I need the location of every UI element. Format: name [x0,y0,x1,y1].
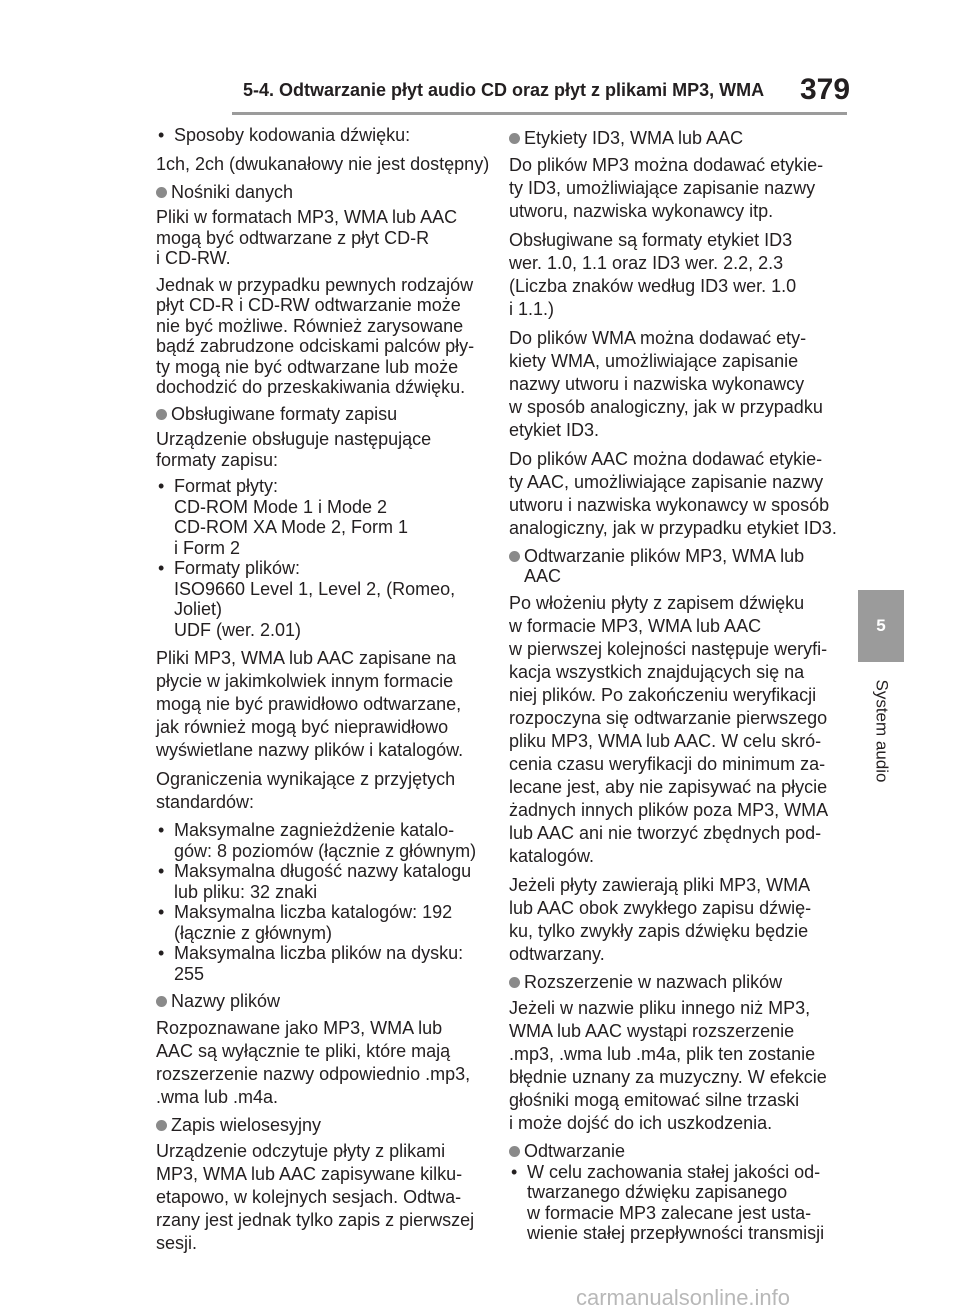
tags-paragraph-2 [509,229,839,321]
text-line: • W celu zachowania stałej jakości od- [527,1161,821,1182]
text-line: i 1.1.) [509,298,555,319]
text-line: .mp3, .wma lub .m4a, plik ten zostanie [509,1044,816,1064]
text-line: formaty zapisu: [156,449,279,470]
list-item-text: • Sposoby kodowania dźwięku: [174,125,411,145]
bullet-dot-icon [509,133,520,144]
formats-heading [156,404,498,425]
text-line: • Maksymalna długość nazwy katalogu [174,861,472,881]
play-list [509,1162,839,1244]
bullet-dot-icon [156,409,167,420]
text-line: Do plików AAC można dodawać etykie- [509,448,823,469]
list-item [156,125,498,146]
text-line: etykiet ID3. [509,419,600,440]
extension-paragraph [509,997,839,1135]
text-line: utworu i nazwiska wykonawcy w sposób [509,494,830,515]
text-line: i Form 2 [174,537,241,558]
text-line: odtwarzany. [509,943,605,964]
left-column [156,125,498,1261]
text-line: niej plików. Po zakończeniu weryfikacji [509,684,817,705]
text-line: (Liczba znaków według ID3 wer. 1.0 [509,275,797,296]
text-line: Pliki MP3, WMA lub AAC zapisane na [156,648,457,668]
bullet-dot-icon [156,996,167,1007]
list-item [156,820,498,861]
text-line: w formacie MP3 zalecane jest usta- [527,1202,812,1223]
header-rule [232,112,847,115]
text-line: rozszerzenie nazwy odpowiednio .mp3, [156,1063,471,1084]
text-line: bądź zabrudzone odciskami palców pły- [156,336,475,356]
chapter-tab [858,590,904,662]
text-line: Jeżeli płyty zawierają pliki MP3, WMA [509,874,811,895]
text-line: w formacie MP3, WMA lub AAC [509,615,762,636]
text-line: Jednak w przypadku pewnych rodzajów [156,274,474,295]
text-line: Rozpoznawane jako MP3, WMA lub [156,1017,443,1038]
media-paragraph-2 [156,275,498,398]
text-line: ISO9660 Level 1, Level 2, (Romeo, [174,578,456,599]
right-column [509,125,839,1251]
text-line: i CD-RW. [156,248,231,268]
media-heading [156,182,498,203]
text-line: • Maksymalna liczba katalogów: 192 [174,902,453,922]
text-line: nie być możliwe. Również zarysowane [156,315,464,336]
text-line: rzany jest jednak tylko zapis z pierwszej [156,1210,475,1230]
text-line: żadnych innych plików poza MP3, WMA [509,799,829,820]
heading-text: Nazwy plików [171,991,281,1011]
text-line: ty AAC, umożliwiające zapisanie nazwy [509,471,824,492]
text-line: Obsługiwane są formaty etykiet ID3 [509,229,793,250]
text-line: pliku MP3, WMA lub AAC. W celu skró- [509,730,822,751]
tags-paragraph-3 [509,327,839,442]
multisession-paragraph [156,1140,498,1255]
bullet-dot-icon [509,1146,520,1157]
list-item [156,861,498,902]
text-line: kiety WMA, umożliwiające zapisanie [509,350,799,371]
text-line: płycie w jakimkolwiek innym formacie [156,671,454,691]
text-line: AAC [524,566,562,586]
text-line: Do plików MP3 można dodawać etykie- [509,154,824,175]
text-line: w sposób analogiczny, jak w przypadku [509,396,823,417]
text-line: i może dojść do ich uszkodzenia. [509,1113,773,1133]
text-line: płyt CD-R i CD-RW odtwarzanie może [156,295,461,315]
media-paragraph-1 [156,207,498,269]
text-line: (łącznie z głównym) [174,922,333,943]
text-line: dochodzić do przeskakiwania dźwięku. [156,377,466,397]
text-line: UDF (wer. 2.01) [174,619,302,640]
text-line: • Maksymalna liczba plików na dysku: [174,943,464,963]
text-line: wyświetlane nazwy plików i katalogów. [156,740,464,760]
chapter-number: 5 [876,616,886,635]
watermark: carmanualsonline.info [576,1285,791,1310]
text-line: lub pliku: 32 znaki [174,881,318,902]
text-line: CD-ROM XA Mode 2, Form 1 [174,517,409,537]
text-line: nazwy utworu i nazwiska wykonawcy [509,373,805,394]
bullet-dot-icon [156,1120,167,1131]
text-line: 255 [174,963,205,984]
tags-heading [509,128,839,149]
text-line: kacja wszystkich znajdujących się na [509,661,805,682]
formats-list [156,476,498,640]
text-line: etapowo, w kolejnych sesjach. Odtwa- [156,1187,462,1207]
text-line: standardów: [156,792,255,812]
page-number: 379 [800,73,851,106]
text-line: Ograniczenia wynikające z przyjętych [156,769,456,789]
text-line: rozpoczyna się odtwarzanie pierwszego [509,707,828,728]
heading-text: Zapis wielosesyjny [171,1114,322,1135]
section-title: 5-4. Odtwarzanie płyt audio CD oraz płyt z plikami MP3, WMA [243,80,765,100]
text-line: katalogów. [509,845,595,866]
heading-text: Odtwarzanie [524,1141,626,1161]
heading-text: Obsługiwane formaty zapisu [171,403,398,424]
bullet-dot-icon [156,187,167,198]
text-line: analogiczny, jak w przypadku etykiet ID3. [509,517,837,538]
formats-paragraph-2 [156,647,498,762]
limits-paragraph [156,768,498,814]
tags-paragraph-4 [509,448,839,540]
names-paragraph [156,1017,498,1109]
list-item [156,902,498,943]
list-item [509,1162,839,1244]
encoding-text: 1ch, 2ch (dwukanałowy nie jest dostępny) [156,153,490,174]
text-line: głośniki mogą emitować silne trzaski [509,1090,800,1110]
playback-paragraph-1 [509,592,839,868]
heading-text: Etykiety ID3, WMA lub AAC [524,128,744,148]
names-heading [156,991,498,1012]
text-line: mogą nie być prawidłowo odtwarzane, [156,694,462,714]
playback-heading [509,546,839,587]
encoding-list [156,125,498,146]
text-line: • Formaty plików: [174,558,301,578]
playback-paragraph-2 [509,874,839,966]
limits-list [156,820,498,984]
text-line: utworu, nazwiska wykonawcy itp. [509,200,774,221]
text-line: Do plików WMA można dodawać ety- [509,327,807,348]
text-line: lub AAC ani nie tworzyć zbędnych pod- [509,822,822,843]
text-line: ty mogą nie być odtwarzane lub może [156,356,459,377]
text-line: Urządzenie obsługuje następujące [156,429,432,449]
chapter-label: System audio [872,679,891,783]
text-line: mogą być odtwarzane z płyt CD-R [156,227,430,248]
text-line: wienie stałej przepływności transmisji [527,1223,825,1243]
list-item [156,476,498,558]
text-line: wer. 1.0, 1.1 oraz ID3 wer. 2.2, 2.3 [509,252,784,273]
text-line: MP3, WMA lub AAC zapisywane kilku- [156,1164,463,1184]
chapter-side-label [855,676,907,786]
formats-paragraph-1 [156,429,498,470]
text-line: Jeżeli w nazwie pliku innego niż MP3, [509,998,811,1018]
text-line: ty ID3, umożliwiające zapisanie nazwy [509,177,816,198]
text-line: • Format płyty: [174,476,279,496]
text-line: lecane jest, aby nie zapisywać na płycie [509,776,828,797]
heading-text [524,546,804,587]
text-line: ku, tylko zwykły zapis dźwięku będzie [509,920,809,941]
heading-text: Nośniki danych [171,181,294,202]
text-line: Joliet) [174,599,223,619]
text-line: twarzanego dźwięku zapisanego [527,1182,788,1202]
text-line: jak również mogą być nieprawidłowo [156,717,449,737]
text-line: w pierwszej kolejności następuje weryfi- [509,638,828,659]
text-line: Urządzenie odczytuje płyty z plikami [156,1141,446,1161]
text-line: sesji. [156,1233,198,1253]
text-line: cenia czasu weryfikacji do minimum za- [509,753,826,774]
play-heading [509,1141,839,1162]
text-line: gów: 8 poziomów (łącznie z głównym) [174,840,477,861]
text-line: błędnie uznany za muzyczny. W efekcie [509,1067,827,1087]
text-line: CD-ROM Mode 1 i Mode 2 [174,496,388,517]
heading-text: Rozszerzenie w nazwach plików [524,971,783,992]
text-line: • Maksymalne zagnieżdżenie katalo- [174,820,455,840]
text-line: Po włożeniu płyty z zapisem dźwięku [509,592,805,613]
list-item [156,943,498,984]
text-line: AAC są wyłącznie te pliki, które mają [156,1040,451,1061]
list-item [156,558,498,640]
bullet-dot-icon [509,551,520,562]
text-line: lub AAC obok zwykłego zapisu dźwię- [509,897,812,918]
text-line: .wma lub .m4a. [156,1086,279,1107]
extension-heading [509,972,839,993]
text-line: Odtwarzanie plików MP3, WMA lub [524,545,805,566]
bullet-dot-icon [509,977,520,988]
text-line: Pliki w formatach MP3, WMA lub AAC [156,207,458,227]
text-line: WMA lub AAC wystąpi rozszerzenie [509,1021,795,1041]
multisession-heading [156,1115,498,1136]
tags-paragraph-1 [509,154,839,223]
